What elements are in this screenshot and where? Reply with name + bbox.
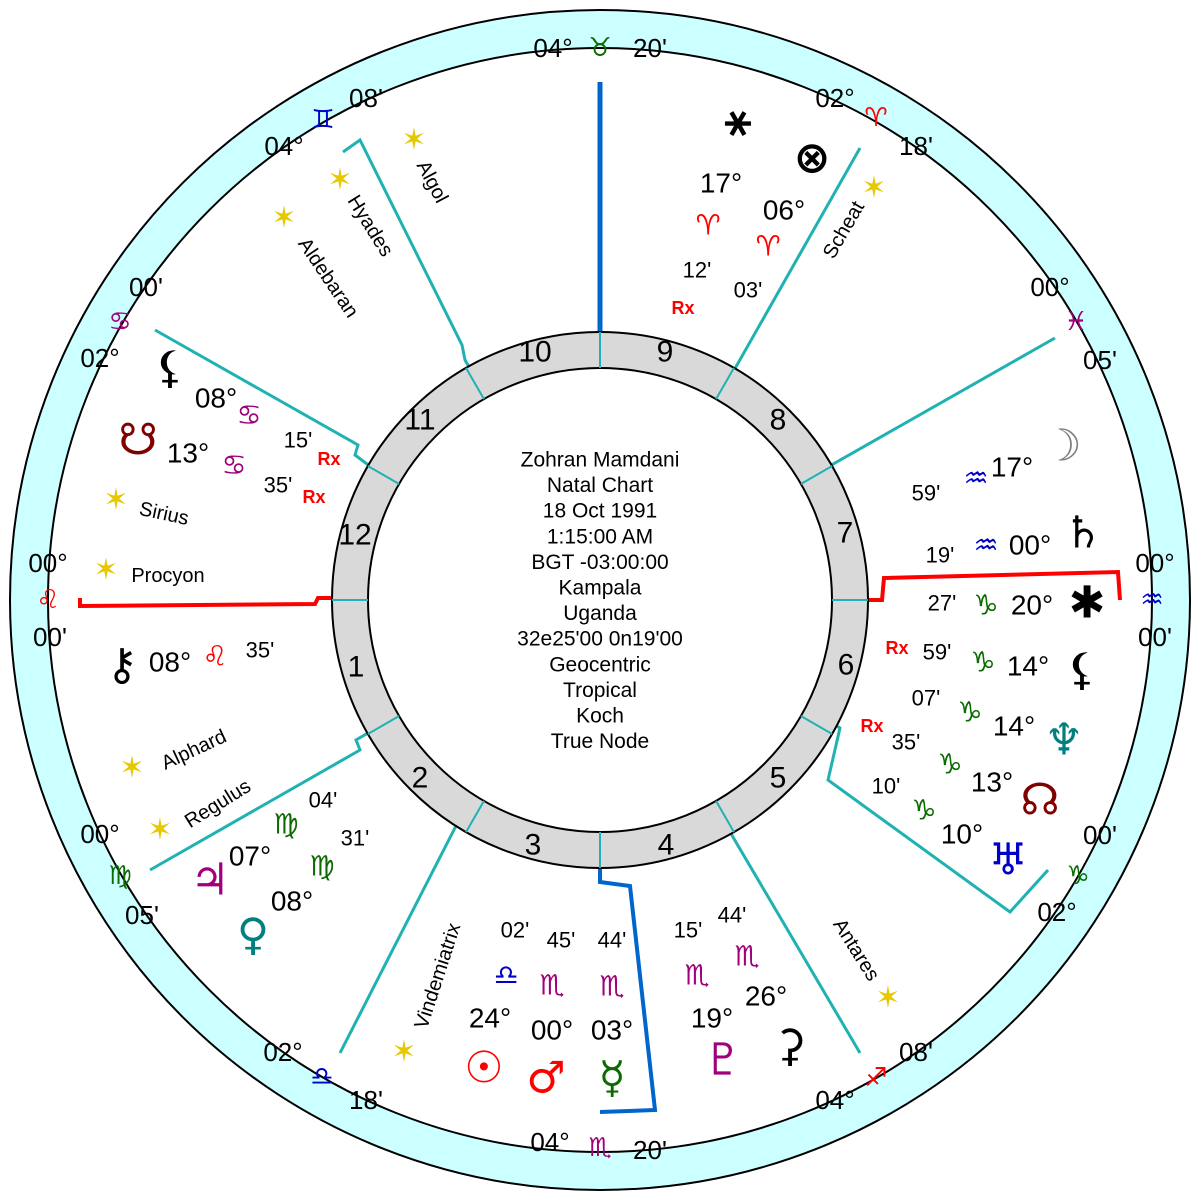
planet-minute: 27' — [927, 590, 957, 616]
center-disc — [368, 368, 832, 832]
planet-sign-glyph: ♍ — [309, 849, 335, 883]
planet-minute: 35' — [245, 637, 275, 663]
neptune-icon: ♆ — [1044, 714, 1084, 766]
house-number-6: 6 — [837, 648, 855, 682]
cusp-degree: 00° — [28, 548, 68, 578]
jupiter-icon: ♃ — [190, 854, 230, 906]
planet-minute: 02' — [500, 917, 530, 943]
planet-minute: 44' — [717, 902, 747, 928]
star-name: Algol — [411, 157, 453, 207]
star-name: Vindemiatrix — [410, 920, 466, 1032]
chart-info-line: Tropical — [563, 678, 637, 702]
chart-info-line: Koch — [576, 704, 624, 728]
planet-minute: 44' — [597, 927, 627, 953]
house-number-10: 10 — [518, 335, 552, 369]
cusp-minute: 20' — [633, 33, 667, 63]
venus-icon: ♀ — [236, 909, 270, 961]
planet-degree: 08° — [270, 885, 314, 917]
planet-sign-glyph: ♑ — [937, 747, 963, 781]
planet-minute: 59' — [911, 480, 941, 506]
star-icon: ✶ — [875, 980, 901, 1016]
planet-sign-glyph: ♍ — [273, 807, 299, 841]
chart-info-line: Natal Chart — [546, 474, 654, 498]
star-icon: ✶ — [103, 482, 129, 518]
planet-degree: 13° — [970, 766, 1014, 798]
planet-degree: 08° — [148, 646, 192, 678]
cusp-sign-glyph: ♒ — [1140, 585, 1164, 615]
cusp-degree: 02° — [815, 83, 855, 113]
planet-degree: 20° — [1010, 589, 1054, 621]
pluto-icon: ♇ — [703, 1034, 743, 1086]
cusp-degree: 00° — [1030, 272, 1070, 302]
chart-info-line: Uganda — [563, 602, 637, 626]
planet-degree: 17° — [699, 167, 743, 199]
cusp-minute: 20' — [633, 1135, 667, 1165]
planet-degree: 08° — [194, 382, 238, 414]
star-icon: ✶ — [327, 162, 353, 198]
mercury-icon: ☿ — [598, 1052, 626, 1104]
planet-degree: 14° — [992, 710, 1036, 742]
planet-sign-glyph: ♑ — [957, 695, 983, 729]
chart-info-line: True Node — [550, 730, 650, 754]
vertex-icon: ✱ — [1068, 577, 1106, 629]
cusp-sign-glyph: ♌ — [36, 585, 60, 615]
house-number-2: 2 — [411, 761, 429, 795]
mars-icon: ♂ — [526, 1052, 566, 1104]
planet-sign-glyph: ♏ — [684, 958, 710, 992]
retrograde-marker: Rx — [302, 487, 326, 507]
house-number-3: 3 — [524, 828, 542, 862]
planet-minute: 03' — [733, 277, 763, 303]
planet-sign-glyph: ♒ — [963, 461, 989, 495]
star-name: Sirius — [137, 498, 191, 530]
retrograde-marker: Rx — [317, 449, 341, 469]
chart-info-line: 18 Oct 1991 — [542, 499, 658, 523]
planet-sign-glyph: ♏ — [539, 968, 565, 1002]
cusp-minute: 00' — [1138, 622, 1172, 652]
planet-sign-glyph: ♒ — [973, 528, 999, 562]
planet-sign-glyph: ♎ — [493, 958, 519, 992]
cusp-degree: 04° — [264, 131, 304, 161]
star-icon: ✶ — [93, 552, 119, 588]
planet-minute: 04' — [308, 787, 338, 813]
cusp-sign-glyph: ♐ — [864, 1063, 888, 1093]
star-name: Alphard — [158, 725, 230, 775]
ceres-icon: ⚳ — [773, 1020, 807, 1072]
chiron-icon: ⚷ — [105, 639, 139, 691]
sun-icon: ☉ — [464, 1042, 504, 1094]
planet-degree: 00° — [1008, 529, 1052, 561]
cusp-sign-glyph: ♉ — [588, 33, 612, 63]
planet-minute: 19' — [925, 542, 955, 568]
planet-sign-glyph: ♋ — [236, 398, 262, 432]
house-number-8: 8 — [769, 403, 787, 437]
planet-sign-glyph: ♌ — [202, 639, 228, 673]
star-icon: ✶ — [147, 812, 173, 848]
planet-minute: 07' — [911, 685, 941, 711]
star-icon: ✶ — [271, 200, 297, 236]
cusp-sign-glyph: ♍ — [108, 861, 132, 891]
planet-degree: 26° — [744, 980, 788, 1012]
star-name: Procyon — [131, 565, 205, 587]
star-name: Regulus — [181, 775, 255, 833]
star-icon: ✶ — [861, 170, 887, 206]
cusp-degree: 02° — [1037, 897, 1077, 927]
saturn-icon: ♄ — [1063, 507, 1103, 559]
cusp-sign-glyph: ♓ — [1064, 307, 1088, 337]
planet-degree: 06° — [762, 194, 806, 226]
house-number-1: 1 — [347, 650, 365, 684]
midheaven-point-icon: ⚹ — [724, 94, 752, 146]
retrograde-marker: Rx — [671, 298, 695, 318]
chart-info-line: 32e25'00 0n19'00 — [517, 627, 683, 651]
planet-degree: 10° — [940, 818, 984, 850]
uranus-icon: ♅ — [988, 834, 1028, 886]
star-name: Scheat — [818, 197, 870, 263]
cusp-minute: 18' — [349, 1085, 383, 1115]
planet-degree: 24° — [468, 1002, 512, 1034]
retrograde-marker: Rx — [885, 638, 909, 658]
house-number-4: 4 — [657, 828, 675, 862]
planet-sign-glyph: ♏ — [734, 939, 760, 973]
cusp-sign-glyph: ♊ — [311, 105, 335, 135]
cusp-sign-glyph: ♑ — [1066, 861, 1090, 891]
fortune-icon: ⊗ — [793, 132, 831, 184]
chart-info-line: BGT -03:00:00 — [531, 550, 669, 574]
cusp-minute: 00' — [1083, 820, 1117, 850]
cusp-minute: 05' — [1083, 345, 1117, 375]
house-number-11: 11 — [404, 403, 436, 437]
cusp-minute: 00' — [33, 622, 67, 652]
cusp-sign-glyph: ♈ — [864, 103, 888, 133]
moon-icon: ☽ — [1042, 420, 1082, 472]
cusp-degree: 04° — [530, 1127, 570, 1157]
cusp-minute: 00' — [129, 272, 163, 302]
house-number-5: 5 — [769, 761, 787, 795]
planet-minute: 12' — [682, 257, 712, 283]
planet-degree: 07° — [228, 840, 272, 872]
planet-minute: 45' — [546, 927, 576, 953]
cusp-degree: 00° — [1135, 548, 1175, 578]
star-icon: ✶ — [119, 750, 145, 786]
cusp-degree: 00° — [80, 819, 120, 849]
retrograde-marker: Rx — [860, 716, 884, 736]
house-number-9: 9 — [656, 335, 674, 369]
chart-info-line: 1:15:00 AM — [546, 525, 654, 549]
cusp-degree: 04° — [533, 33, 573, 63]
star-name: Antares — [828, 914, 884, 986]
south-node-icon: ☋ — [118, 414, 158, 466]
cusp-degree: 02° — [80, 343, 120, 373]
cusp-minute: 18' — [899, 131, 933, 161]
star-icon: ✶ — [401, 122, 427, 158]
planet-minute: 31' — [340, 825, 370, 851]
planet-sign-glyph: ♋ — [221, 448, 247, 482]
planet-sign-glyph: ♑ — [970, 645, 996, 679]
planet-degree: 19° — [690, 1002, 734, 1034]
lilith-icon: ⚸ — [1065, 644, 1099, 696]
planet-minute: 15' — [673, 917, 703, 943]
planet-minute: 10' — [871, 773, 901, 799]
planet-degree: 03° — [590, 1014, 634, 1046]
planet-degree: 14° — [1006, 650, 1050, 682]
planet-sign-glyph: ♈ — [695, 208, 721, 242]
planet-degree: 17° — [990, 451, 1034, 483]
planet-sign-glyph: ♑ — [973, 588, 999, 622]
planet-sign-glyph: ♏ — [599, 969, 625, 1003]
chart-info-line: Zohran Mamdani — [520, 448, 680, 472]
planet-minute: 35' — [263, 472, 293, 498]
star-name: Hyades — [342, 191, 398, 261]
cusp-sign-glyph: ♋ — [108, 307, 132, 337]
house-number-12: 12 — [338, 518, 372, 552]
cusp-minute: 08' — [349, 83, 383, 113]
planet-degree: 13° — [166, 437, 210, 469]
cusp-degree: 04° — [815, 1085, 855, 1115]
planet-degree: 00° — [530, 1014, 574, 1046]
planet-sign-glyph: ♑ — [911, 793, 937, 827]
black-moon-icon: ⚸ — [153, 342, 187, 394]
chart-info-line: Kampala — [558, 576, 642, 600]
north-node-icon: ☊ — [1020, 774, 1060, 826]
star-name: Aldebaran — [293, 234, 363, 322]
cusp-sign-glyph: ♏ — [588, 1133, 612, 1163]
cusp-minute: 05' — [125, 900, 159, 930]
cusp-sign-glyph: ♎ — [310, 1062, 334, 1092]
planet-sign-glyph: ♈ — [755, 229, 781, 263]
star-icon: ✶ — [391, 1034, 417, 1070]
cusp-degree: 02° — [263, 1037, 303, 1067]
house-number-7: 7 — [836, 516, 854, 550]
chart-info-line: Geocentric — [549, 653, 651, 677]
cusp-minute: 08' — [899, 1037, 933, 1067]
planet-minute: 15' — [283, 427, 313, 453]
planet-minute: 35' — [891, 729, 921, 755]
planet-minute: 59' — [922, 639, 952, 665]
